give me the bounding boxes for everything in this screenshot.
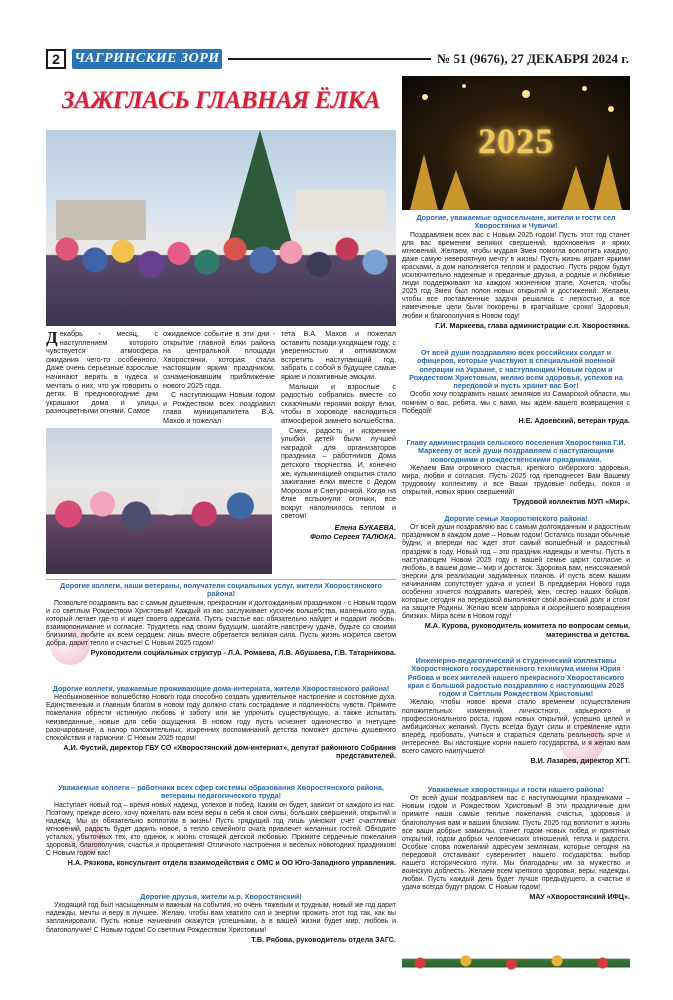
greeting-signature: М.А. Курова, руководитель комитета по вопросам семьи, материнства и детства. [424, 621, 630, 639]
greeting-title: Дорогие коллеги, уважаемые проживающие дома-интерната, жители Хворостянского района! [52, 684, 390, 693]
greeting-soldiers [402, 349, 630, 425]
greeting-body: Необыкновенное волшебство Нового года способно создать удивительное настроение и состояние духа. Единственным и главным благом в новом году должно стать сострадание и подлинность чувств. Примите пожелания обрести истинную любовь и заботу или же упрочить существующую, а также испытать неизведанные, новые для себя ощущения. В новом году пусть исчезнет одиночество и гнетущее разочарование, а налор положительных, искренних воспоминаний детства поможет достичь душевного спокойствия и гармонии. С Новым 2025 годом! [46, 694, 396, 742]
greeting-signature: Н.Е. Адоевский, ветеран труда. [518, 415, 630, 425]
greeting-signature: Трудовой коллектив МУП «Мир». [512, 497, 630, 507]
greeting-body: Желаем Вам огромного счастья, крепкого сибирского здоровья, мира, любви и согласия. Пусть 2025 год преподнесет Вам Вашему трудовому коллективу и все Ваши трудовые победы, покоя и открытий, новых ярких свершений! [402, 464, 630, 497]
photo-official-children [46, 428, 272, 574]
greeting-signature: В.И. Лазарев, директор ХГТ. [530, 756, 630, 766]
christmas-garland [402, 952, 630, 974]
greeting-social [46, 582, 396, 657]
article-author: Елена БУКАЕВА. [334, 523, 396, 533]
firework-spark [522, 90, 530, 98]
newspaper-masthead: ЧАГРИНСКИЕ ЗОРИ [72, 49, 222, 69]
article-text-1: екабрь - месяц, с наступлением которого чувствуется атмосфера ожидания чего-то особенного. Даже очень серьезные взрослые начинают верить в чудеса и мечтать о них, что уж говорить о детях. В предновогодние дни украшают дома и улицы разноцветными огнями. Самое [46, 329, 158, 416]
article-text-2a: ожидаемое событие в эти дни - открытие главной ёлки района на центральной площади Хворостянки, которая стала настоящим ярким праздником, ознаменовавшим приближение нового 2025 года. [163, 329, 275, 390]
article-text-3b: Малыши и взрослые с радостью собрались вместе со сказочными героями вокруг ёлки, чтобы в хороводе насладиться атмосферой зимнего волшебства. [281, 381, 396, 425]
greeting-title: Уважаемые коллеги – работники всех сфер системы образования Хворостянского района, ветераны педагогического труда! [58, 783, 384, 801]
new-year-banner [402, 76, 630, 210]
greeting-zags [46, 893, 396, 944]
firework-spark [582, 86, 587, 91]
greeting-dom-internat [46, 685, 396, 760]
issue-info: № 51 (9676), 27 ДЕКАБРЯ 2024 г. [437, 51, 629, 66]
header-divider [228, 58, 431, 60]
greeting-khvorostyanka [402, 214, 630, 330]
greeting-body: Позвольте поздравить вас с самым душевным, прекрасным и долгожданным праздником - с Новым годом и со светлым Рождеством Христовым! Каждый из вас заслуживает кусочек волшебства, маленького чуда, который летает где-то и ищет своего адресата. Пусть счастье вас обязательно найдет и подарит любовь, взаимопонимание и согласие. Трудитесь над своим будущим, шагайте навстречу удаче, будьте со своими близкими, любите их всем сердцем: лишь вместе обретается великая сила. Пусть жизнь искрится светом добра, дарит тепло и счастье! С Новым 2025 годом! [46, 599, 396, 648]
greeting-signature: А.И. Фустий, директор ГБУ СО «Хворостянский дом-интернат», депутат районного Собрания представителей. [63, 742, 396, 760]
greeting-title: Дорогие, уважаемые односельчане, жители и гости сел Хворостянка и Чувичи! [416, 213, 616, 231]
article-column-1 [46, 330, 158, 416]
photo-tree-crowd [46, 130, 396, 326]
section-divider [46, 579, 396, 580]
greeting-signature: Руководители социальных структур - Л.А. Ромаева, Л.В. Абушаева, Г.В. Татарникова. [90, 648, 396, 658]
page-number: 2 [46, 49, 66, 69]
greeting-title: Инженерно-педагогический и студенческий коллективы Хворостянского государственного техникума имени Юрия Рябова и всех жителей нашего прекрасного Хворостянского края с большой радостью поздравляю с наступающим 2025 годом и Светлым Рождеством Христовым! [407, 656, 625, 699]
gold-cone [442, 170, 470, 210]
greeting-title: Дорогие семьи Хворостянского района! [444, 514, 588, 523]
article-headline: ЗАЖГЛАСЬ ГЛАВНАЯ ЁЛКА [61, 87, 381, 114]
greeting-title: Уважаемые хворостянцы и гости нашего района! [427, 785, 605, 794]
greeting-education [46, 784, 396, 867]
greeting-title: Главу администрации сельского поселения Хворостянка Г.И. Маркееву от всей души поздравляем с наступающими новогодними и рождественскими праздниками. [406, 438, 626, 464]
year-2025: 2025 [478, 121, 554, 161]
greeting-ifc [402, 786, 630, 902]
article-text-2b: С наступающим Новым годом и Рождеством всех поздравил глава муниципалитета В.А. Махов и пожелал [163, 390, 275, 425]
gold-cone [562, 166, 590, 210]
crowd-children [46, 216, 396, 326]
greeting-body: Желаю, чтобы новое время стало временем осуществления положительных изменений, личностного, карьерного и профессионального роста, годом новых открытий, успешно целей и амбициозных желаний. Пусть всегда будут силы и стремление идти вперёд, пробовать, учиться и стараться сделать реальность ярче и интереснее. Вы настоящие корни нашего государства, и я желаю вам всего самого наилучшего! [402, 699, 630, 756]
article-column-2 [163, 330, 275, 427]
article-text-3a: тета В.А. Махов и пожелал оставить позади уходящем году, с уверенностью и оптимизмом встретить наступающий год, забрать с собой в будущее самые яркие и позитивные эмоции. [281, 329, 396, 381]
article-text-3c: Смех, радость и искренние улыбки детей были лучшей наградой для организаторов праздника – работников Дома детского творчества. И, конечно же, кульминацией открытия стало зажигание ёлки вместе с Дедом Морозом и Снегурочкой. Когда на ёлке вспыхнули огоньки, все вокруг наполнилось теплом и светом! [281, 425, 396, 521]
firework-spark [462, 84, 466, 88]
article-photo-credit: Фото Сергея ТАЛЮКА. [310, 531, 396, 541]
greeting-signature: Н.А. Рязкова, консультант отдела взаимодействия с ОМС и ОО Юго-Западного управления. [67, 858, 396, 868]
article-column-3 [281, 330, 396, 541]
greeting-title: Дорогие друзья, жители м.р. Хворостянский! [140, 892, 302, 901]
crowd-group [46, 474, 272, 574]
greeting-body: Уходящий год был насыщенным и важным на события, но очень тяжелым и трудным, новый же год дарит надежды, мечты и веру в лучшее. Желаю, чтобы вам хватило сил и энергии прожить этот год так, как вы запланировали. Пусть новые начинания окажутся успешными, а в вашей жизни будет мир, любовь и благополучие! С Новым годом! Со светлым Рождеством Христовым! [46, 902, 396, 934]
greeting-technikum [402, 657, 630, 765]
greeting-signature: Т.В. Рябова, руководитель отдела ЗАГС. [251, 934, 396, 944]
drop-cap: Д [46, 328, 58, 347]
greeting-families [402, 515, 630, 639]
page-header [46, 48, 629, 70]
greeting-body: Поздравляем всех вас с Новым 2025 годом! Пусть этот год станет для вас временем великих свершений, вдохновения и ярких мгновений. Желаем, чтобы мудрая Змея помогла воплотить каждую, даже самую невероятную мечту в жизнь! Пусть жизнь играет яркими красками, а дом наполняется теплом и радостью. Пусть рядом будут исключительно надежные и преданные друзья, а родные и любимые люди поддерживают на каждом жизненном этапе. Хочется, чтобы 2025 год Змеи был полон новых открытий и достижений. Желаем, чтобы все поставленные задачи решались с легкостью, а все намеченные цели были покорены в кратчайшие сроки! Здоровья, любви и благополучия в Новом году! [402, 231, 630, 320]
greeting-signature: МАУ «Хворостянский ИФЦ». [529, 892, 630, 902]
greeting-title: От всей души поздравляю всех российских солдат и офицеров, которые участвуют в специальной военной операции на Украине, с наступающим Новым годом и Рождеством Христовым, желаю всем здоровья, успехов на передовой и пусть хранит вас Бог! [409, 348, 623, 391]
greeting-mup-mir [402, 439, 630, 506]
gold-cone [410, 154, 438, 210]
firework-spark [422, 94, 428, 100]
greeting-title: Дорогие коллеги, наши ветераны, получатели социальных услуг, жители Хворостянского района! [60, 581, 382, 599]
greeting-body: Особо хочу поздравить наших земляков из Самарской области, мы помним о вас, ребята, мы с вами, мы ждем вашего возвращения с Победой! [402, 391, 630, 415]
firework-spark [608, 106, 614, 112]
greeting-body: Наступает новый год – время новых надежд, успехов и побед. Каким он будет, зависит от каждого из нас. Поэтому, прежде всего, хочу пожелать вам всем веры в себя и свои силы, больших свершений, открытий и надежд. Мы их обязательно воплотим в жизнь! Пусть грядущий год лишь умножит счёт счастливых мгновений, радость будет дарить новое, а тепло семейного очага привлечет желанных гостей. Обходите усталых, убыточных тех, кто одинок, к жизнь стоящей детской любовью. Примите сердечные пожелания здоровья, благополучия, счастья и процветания! Отличного настроения и веселых новогодних праздников! С Новым годом вас! [46, 801, 396, 858]
greeting-body: От всей души поздравляем вас с наступающими праздниками – Новым годом и Рождеством Христовым! В эти праздничные дни примите наши самые теплые пожелания счастья, здоровья и благополучия вам и вашим близким. Пусть 2025 год воплотит в жизнь все ваши добрые замыслы, станет годом новых побед и приятных открытий, годом добрых человеческих отношений, тепла и радости. Особые слова пожеланий адресуем землякам, которые сегодня на передовой отстаивают суверенитет нашего государства: выбор нашего исторического пути. Мы благодарны им за мужество и воинскую доблесть. Желаем всем крепкого здоровья, веры, надежды, любви. Пусть каждый день будет лучше предыдущего, а счастье и удача всегда будут рядом. С Новым годом! [402, 795, 630, 892]
greeting-body: От всей души поздравляю вас с самым долгожданным и радостным праздником в каждом доме – Новым годом! Остались позади обычные будни, и впереди нас ждет этот самый волшебный и радостный праздник в году. Новый год – это праздник надежды и мечты. Пусть в наступающем Новом 2025 году в вашей семье царит согласие и любовь, в вашем доме – мир и достаток. Здоровья вам, неиссякаемой энергии для реализации задуманных планов. И пусть всем вашим начинаниям сопутствует удача и успех! В преддверии Нового года особенно хочется поздравить матерей, жен, сестер наших бойцов, которые сегодня на передовой выполняют свой воинский долг и стоят на защите Родины. Желаю всем здоровья и скорейшего возвращения близких. Мира всем в Новом году! [402, 524, 630, 621]
gold-cone [594, 154, 622, 210]
greeting-signature: Г.И. Маркеева, глава администрации с.п. Хворостянка. [435, 320, 630, 330]
